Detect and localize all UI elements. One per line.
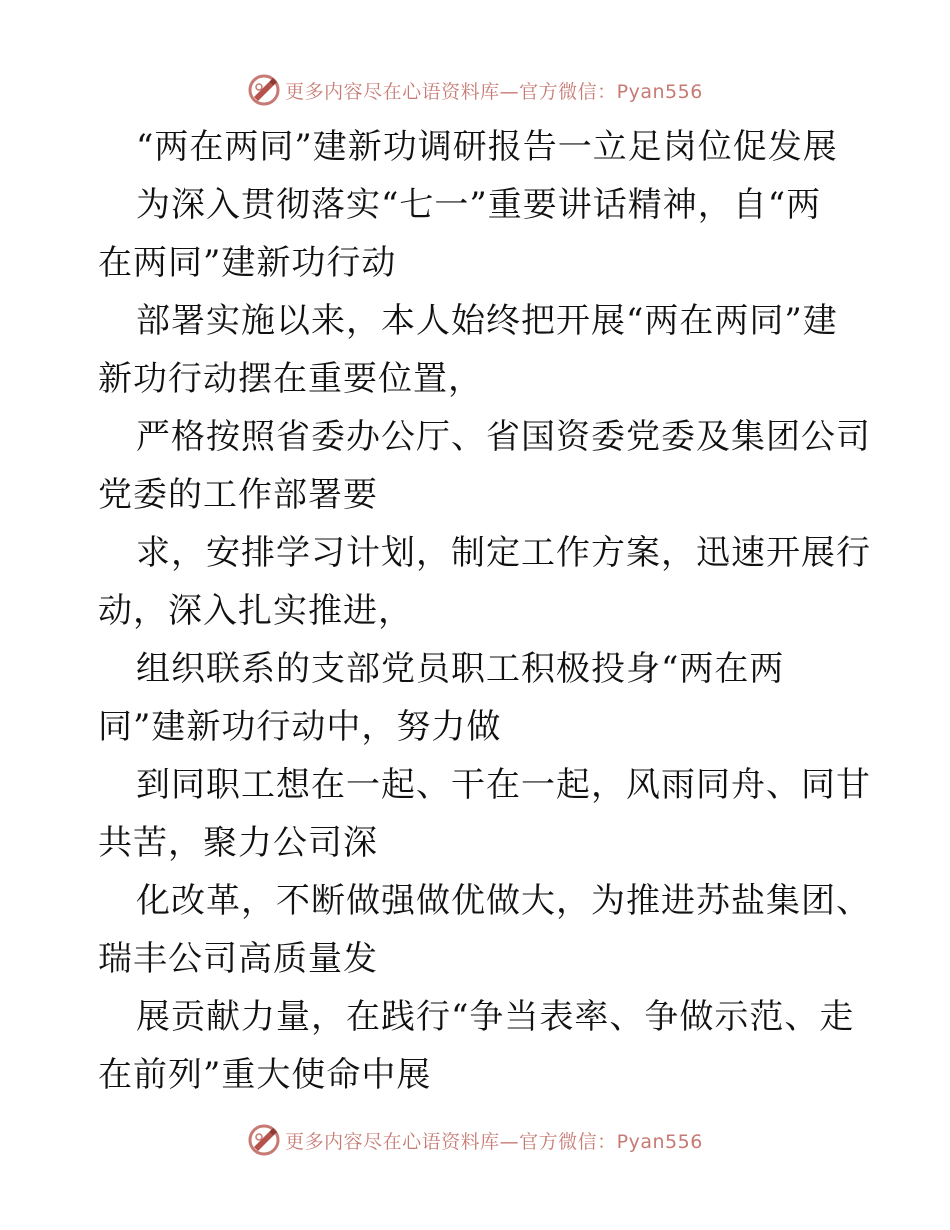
watermark-header [0, 70, 950, 110]
paragraph-line: 党委的工作部署要 [98, 475, 378, 515]
watermark-text: 更多内容尽在心语资料库—官方微信：Pyan556 [285, 80, 703, 103]
paragraph-line: 到同职工想在一起、干在一起，风雨同舟、同甘 [136, 765, 871, 805]
paragraph-line: 严格按照省委办公厅、省国资委党委及集团公司 [136, 417, 871, 457]
paragraph-line: 在前列”重大使命中展 [98, 1055, 432, 1095]
paragraph-line: 化改革，不断做强做优做大，为推进苏盐集团、 [136, 881, 871, 921]
paragraph-line: 为深入贯彻落实“七一”重要讲话精神，自“两 [136, 185, 822, 225]
paragraph-line: 瑞丰公司高质量发 [98, 939, 378, 979]
watermark-logo-icon [247, 1123, 281, 1157]
watermark-logo-icon [247, 73, 281, 107]
paragraph-line: 动，深入扎实推进， [98, 591, 413, 631]
paragraph-line: 同”建新功行动中，努力做 [98, 707, 502, 747]
watermark-footer [0, 1120, 950, 1160]
paragraph-line: 部署实施以来，本人始终把开展“两在两同”建 [136, 301, 838, 341]
paragraph-line: 共苦，聚力公司深 [98, 823, 378, 863]
document-title: “两在两同”建新功调研报告一立足岗位促发展 [136, 127, 838, 167]
document-body [98, 118, 871, 1104]
paragraph-line: 组织联系的支部党员职工积极投身“两在两 [136, 649, 785, 689]
paragraph-line: 在两同”建新功行动 [98, 243, 397, 283]
paragraph-line: 展贡献力量，在践行“争当表率、争做示范、走 [136, 997, 855, 1037]
paragraph-line: 新功行动摆在重要位置， [98, 359, 483, 399]
paragraph-line: 求，安排学习计划，制定工作方案，迅速开展行 [136, 533, 871, 573]
watermark-text: 更多内容尽在心语资料库—官方微信：Pyan556 [285, 1130, 703, 1153]
